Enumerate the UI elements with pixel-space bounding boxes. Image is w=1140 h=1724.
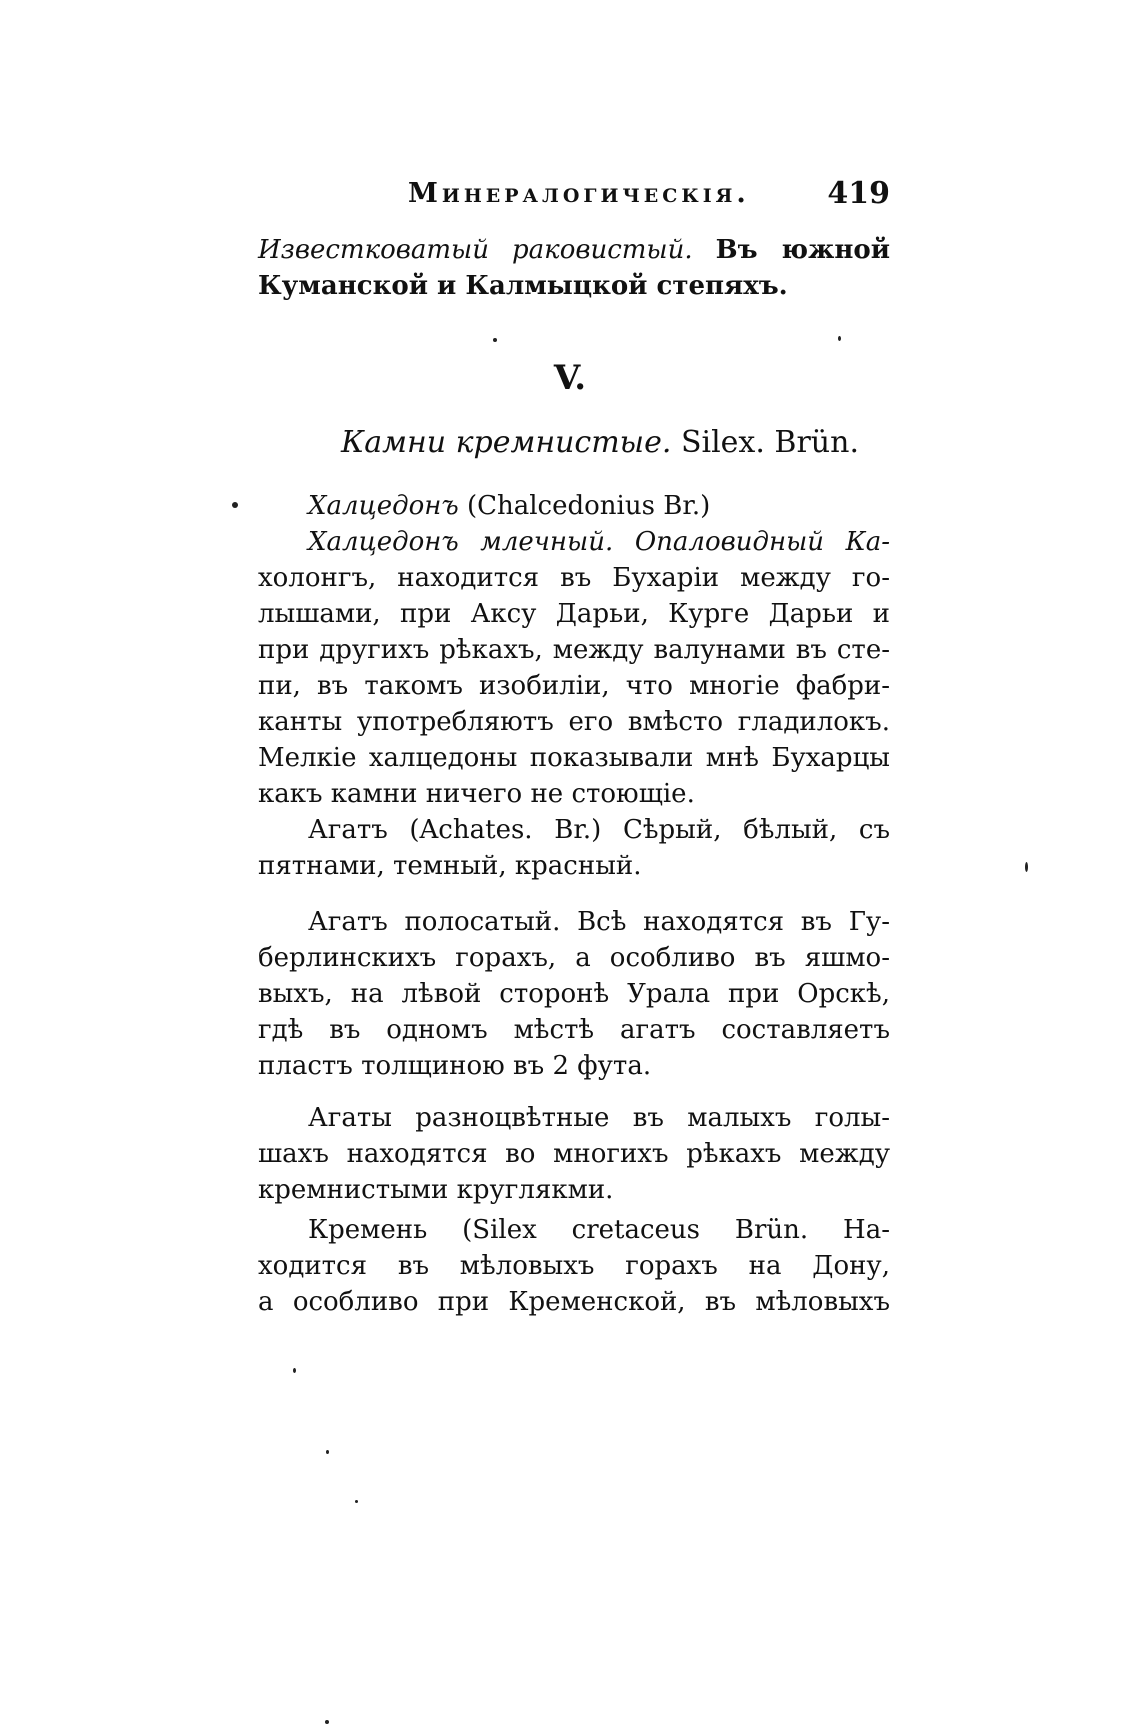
chalcedony-heading [258, 488, 890, 524]
intro-line-1 [258, 232, 890, 268]
ink-speck [493, 338, 497, 342]
intro-line-2: Куманской и Калмыцкой степяхъ. [258, 271, 788, 301]
ink-speck [1025, 862, 1028, 872]
running-head: Минералогическія. [408, 178, 750, 209]
agate-paragraph [258, 812, 890, 884]
text-line: гдѣ въ одномъ мѣстѣ агатъ составляетъ [258, 1015, 890, 1045]
page-number: 419 [827, 176, 890, 211]
text-line: а особливо при Кременской, въ мѣловыхъ [258, 1287, 890, 1317]
text-line: Халцедонъ млечный. Опаловидный Ка- [308, 527, 890, 557]
text-line: Мелкіе халцедоны показывали мнѣ Бухарцы [258, 743, 890, 773]
text-line: выхъ, на лѣвой сторонѣ Урала при Орскѣ, [258, 979, 890, 1009]
section-title-latin: Silex. Brün. [680, 425, 859, 460]
section-title [310, 425, 890, 460]
ink-speck [326, 1450, 329, 1454]
chalcedony-latin: (Chalcedonius Br.) [466, 491, 711, 521]
text-line: Агаты разноцвѣтные въ малыхъ голы- [308, 1103, 890, 1133]
text-line: Кремень (Silex cretaceus Brün. На- [308, 1215, 890, 1245]
text-line: Агатъ (Achates. Br.) Сѣрый, бѣлый, съ [308, 815, 890, 845]
text-line: ходится въ мѣловыхъ горахъ на Дону, [258, 1251, 890, 1281]
text-line: холонгъ, находится въ Бухаріи между го- [258, 563, 890, 593]
text-line: лышами, при Аксу Дарьи, Курге Дарьи и [258, 599, 890, 629]
text-line: какъ камни ничего не стоющіе. [258, 779, 695, 809]
chalcedony-paragraph [258, 524, 890, 812]
intro-paragraph [258, 232, 890, 304]
text-line: Агатъ полосатый. Всѣ находятся въ Гу- [308, 907, 890, 937]
chalcedony-term: Халцедонъ [308, 491, 459, 521]
ink-speck [232, 502, 238, 508]
text-line: пластъ толщиною въ 2 фута. [258, 1051, 652, 1081]
text-line: пятнами, темный, красный. [258, 851, 642, 881]
ink-speck [325, 1720, 329, 1724]
page-header [370, 178, 890, 218]
section-number: V. [553, 358, 587, 398]
intro-text-1: Въ южной [715, 235, 890, 265]
ink-speck [838, 336, 841, 341]
text-line: канты употребляютъ его вмѣсто гладилокъ. [258, 707, 890, 737]
agate-striped-paragraph [258, 904, 890, 1084]
intro-term: Известковатый раковистый. [258, 235, 693, 265]
flint-paragraph [258, 1212, 890, 1320]
ink-speck [293, 1368, 296, 1373]
text-line: кремнистыми круглякми. [258, 1175, 614, 1205]
agate-multicolor-paragraph [258, 1100, 890, 1208]
chalcedony-heading-line [258, 488, 890, 524]
text-line: шахъ находятся во многихъ рѣкахъ между [258, 1139, 890, 1169]
text-line: пи, въ такомъ изобиліи, что многіе фабри- [258, 671, 890, 701]
section-title-italic: Камни кремнистые. [340, 425, 672, 460]
text-line: при другихъ рѣкахъ, между валунами въ сте- [258, 635, 890, 665]
text-line: берлинскихъ горахъ, а особливо въ яшмо- [258, 943, 890, 973]
ink-speck [355, 1500, 358, 1503]
